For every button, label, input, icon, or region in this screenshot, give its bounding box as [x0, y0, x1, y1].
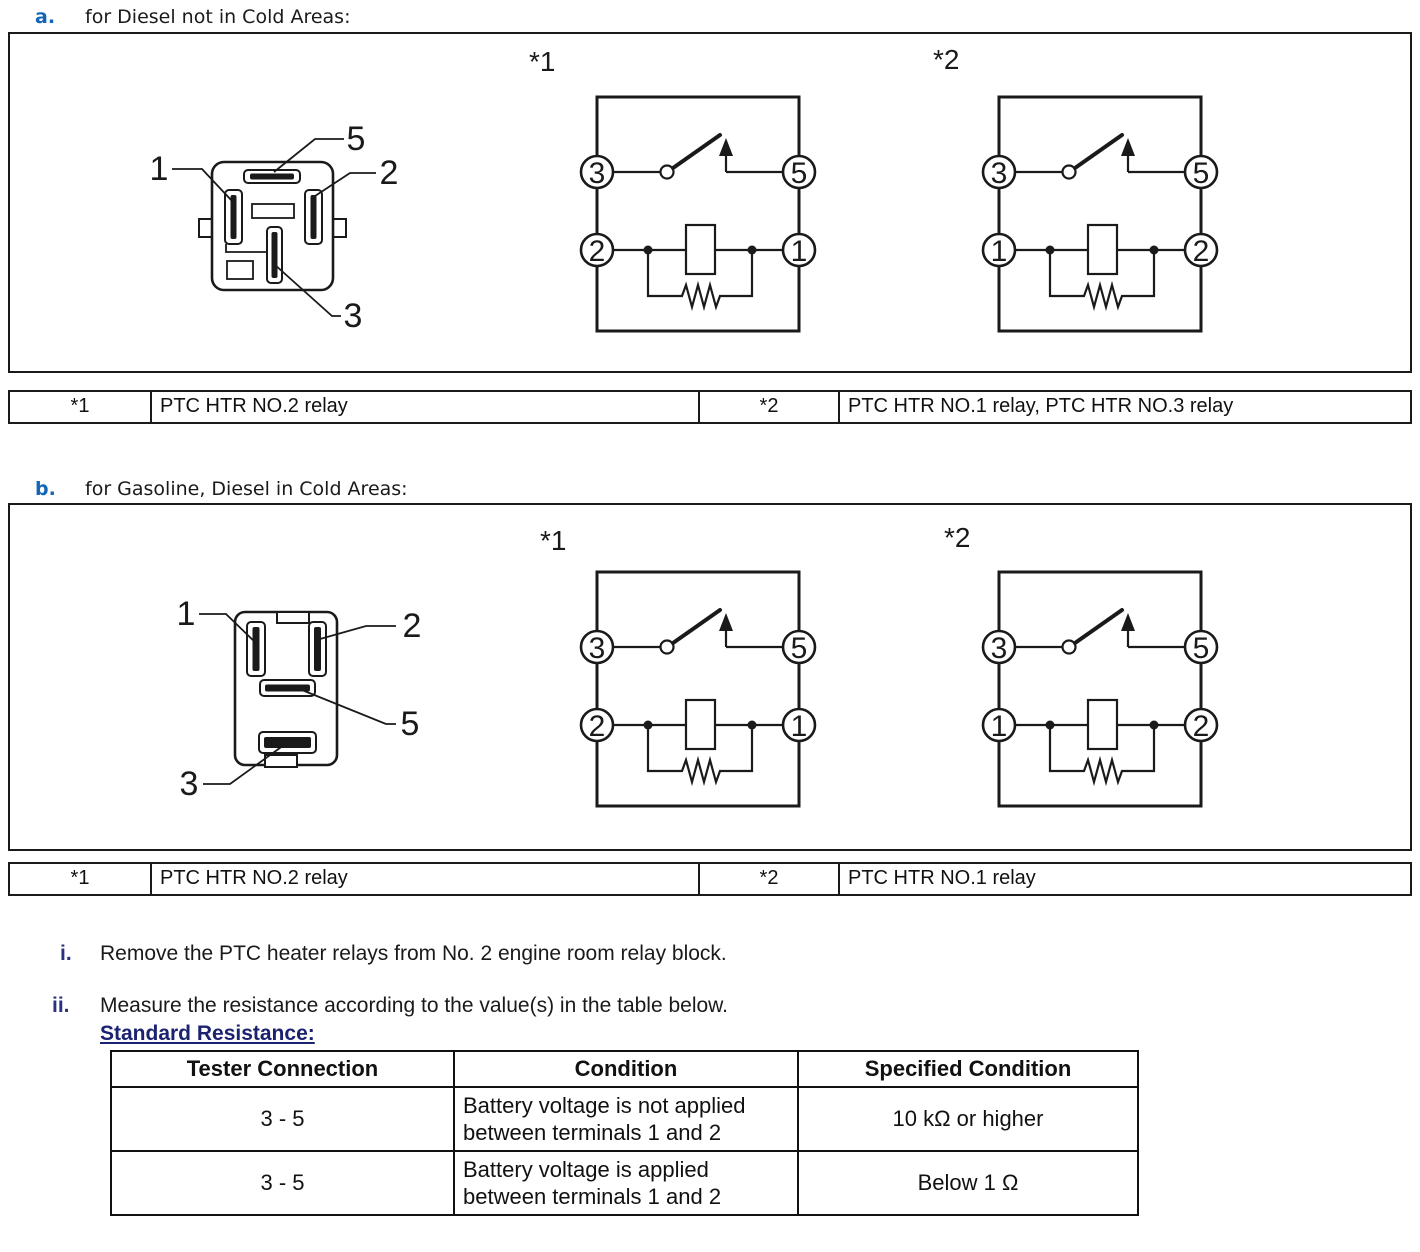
step-ii-marker: ii. [52, 994, 70, 1017]
tester-connection-cell: 3 - 5 [111, 1087, 454, 1151]
table-row [111, 1151, 1138, 1215]
connector-pin2-slot [305, 190, 322, 244]
connector-side-tab [333, 219, 346, 237]
connector-pin3-slot [259, 732, 316, 753]
standard-resistance-caption: Standard Resistance: [100, 1022, 315, 1045]
pin2-label: 2 [402, 607, 422, 645]
terminal-label: 5 [1192, 157, 1210, 190]
pin1-label: 1 [176, 595, 196, 633]
legend-key: *2 [698, 392, 838, 422]
section-b-title: for Gasoline, Diesel in Cold Areas: [85, 478, 408, 500]
terminal-bottom-left [983, 234, 1015, 268]
terminal-bottom-right [1185, 709, 1217, 743]
pin3-label: 3 [343, 297, 363, 335]
section-a-figure [8, 32, 1412, 373]
connector-side-tab [199, 219, 212, 237]
terminal-label: 1 [790, 235, 808, 268]
connector-bottom-step [265, 755, 297, 767]
terminal-label: 3 [990, 157, 1008, 190]
specified-condition-cell: Below 1 Ω [798, 1151, 1138, 1215]
section-a-heading [0, 6, 1420, 32]
pin3-label: 3 [179, 765, 199, 803]
legend-value: PTC HTR NO.1 relay, PTC HTR NO.3 relay [838, 392, 1410, 422]
terminal-label: 5 [790, 632, 808, 665]
section-a-legend [8, 390, 1412, 424]
table-row [111, 1087, 1138, 1151]
terminal-bottom-left [581, 234, 613, 268]
terminal-bottom-right [1185, 234, 1217, 268]
relay-connector-diagram-a [122, 94, 422, 374]
terminal-bottom-left [983, 709, 1015, 743]
terminal-bottom-left [581, 709, 613, 743]
connector-pin1-slot [225, 190, 242, 244]
step-i-text: Remove the PTC heater relays from No. 2 engine room relay block. [100, 942, 727, 965]
condition-cell: Battery voltage is applied between terminals 1 and 2 [454, 1151, 798, 1215]
terminal-top-left [581, 631, 613, 665]
terminal-label: 3 [588, 157, 606, 190]
terminal-label: 3 [588, 632, 606, 665]
connector-pin2-slot [309, 622, 326, 676]
connector-pin5-slot [260, 680, 315, 696]
connector-pin1-slot [247, 622, 265, 676]
terminal-top-left [581, 156, 613, 190]
legend-value: PTC HTR NO.1 relay [838, 864, 1410, 894]
section-b-heading [0, 478, 1420, 504]
terminal-top-right [1185, 631, 1217, 665]
relay-circuit-diagram-b1 [573, 564, 823, 834]
connector-top-notch [277, 612, 309, 623]
condition-cell: Battery voltage is not applied between terminals 1 and 2 [454, 1087, 798, 1151]
terminal-label: 2 [588, 235, 606, 268]
fig1-label: *1 [529, 46, 556, 77]
terminal-label: 2 [1192, 710, 1210, 743]
section-b-legend [8, 862, 1412, 896]
pin1-label: 1 [149, 150, 169, 188]
specified-condition-cell: 10 kΩ or higher [798, 1087, 1138, 1151]
terminal-top-right [783, 156, 815, 190]
pin2-label: 2 [379, 154, 399, 192]
relay-circuit-diagram-a2 [975, 89, 1225, 359]
legend-value: PTC HTR NO.2 relay [150, 864, 698, 894]
pin5-label: 5 [400, 705, 420, 743]
relay-connector-diagram-b [150, 555, 450, 845]
section-a-marker: a. [35, 6, 56, 28]
fig1-label: *1 [540, 525, 567, 556]
terminal-label: 1 [990, 710, 1008, 743]
pin5-label: 5 [346, 120, 366, 158]
terminal-top-right [1185, 156, 1217, 190]
fig2-label: *2 [944, 522, 971, 553]
terminal-label: 1 [790, 710, 808, 743]
section-b-marker: b. [35, 478, 56, 500]
relay-circuit-diagram-a1 [573, 89, 823, 359]
step-i-marker: i. [60, 942, 72, 965]
legend-value: PTC HTR NO.2 relay [150, 392, 698, 422]
connector-pin3-slot [267, 227, 282, 283]
tester-connection-cell: 3 - 5 [111, 1151, 454, 1215]
section-a-title: for Diesel not in Cold Areas: [85, 6, 351, 28]
terminal-label: 5 [1192, 632, 1210, 665]
terminal-label: 5 [790, 157, 808, 190]
terminal-label: 2 [588, 710, 606, 743]
terminal-bottom-right [783, 234, 815, 268]
step-ii-text: Measure the resistance according to the value(s) in the table below. [100, 994, 729, 1017]
terminal-bottom-right [783, 709, 815, 743]
col-header-condition: Condition [454, 1051, 798, 1087]
terminal-label: 1 [990, 235, 1008, 268]
connector-pin5-slot [244, 170, 300, 183]
legend-key: *1 [70, 867, 90, 889]
terminal-label: 2 [1192, 235, 1210, 268]
terminal-top-left [983, 631, 1015, 665]
legend-key: *2 [698, 864, 838, 894]
terminal-label: 3 [990, 632, 1008, 665]
legend-key: *1 [70, 395, 90, 417]
col-header-tester-connection: Tester Connection [111, 1051, 454, 1087]
col-header-specified-condition: Specified Condition [798, 1051, 1138, 1087]
terminal-top-right [783, 631, 815, 665]
relay-circuit-diagram-b2 [975, 564, 1225, 834]
fig2-label: *2 [933, 44, 960, 75]
table-header-row [111, 1051, 1138, 1087]
terminal-top-left [983, 156, 1015, 190]
standard-resistance-table [110, 1050, 1139, 1216]
section-b-figure [8, 503, 1412, 851]
